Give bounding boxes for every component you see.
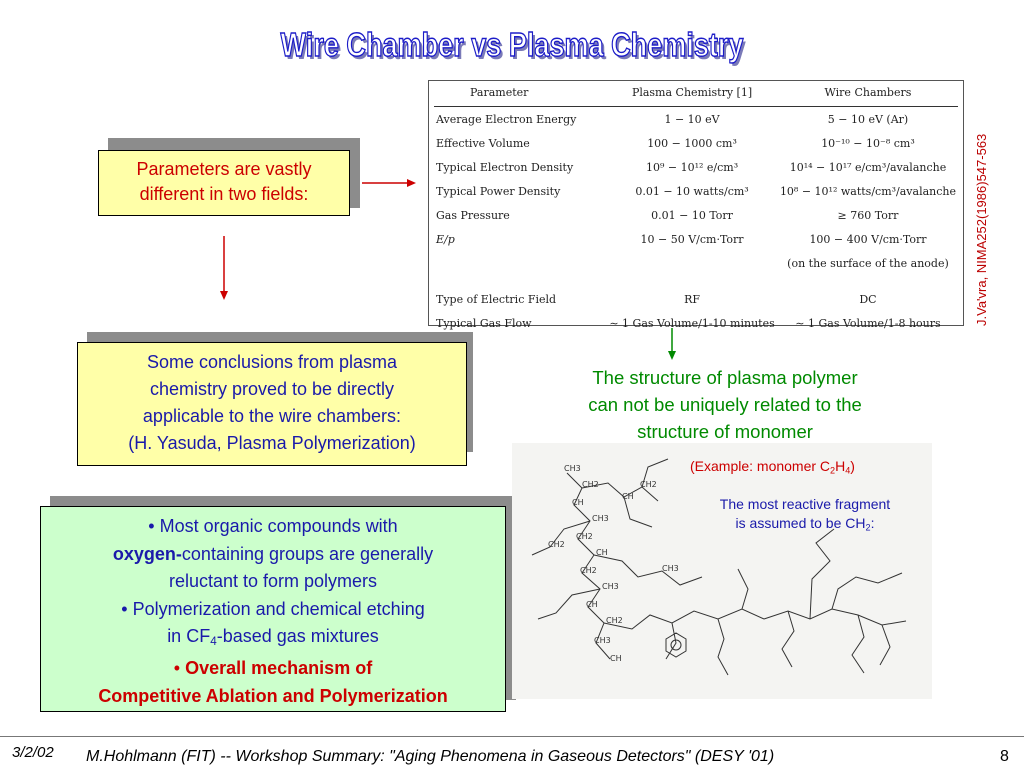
- findings-bullet-2a: • Polymerization and chemical etching: [121, 598, 425, 619]
- conclusions-line-2: chemistry proved to be directly: [149, 379, 395, 399]
- table-row: [434, 203, 958, 227]
- table-cell: 10¹⁴ − 10¹⁷ e/cm³/avalanche: [789, 160, 947, 174]
- table-header-plasma: Plasma Chemistry [1]: [606, 82, 778, 107]
- table-cell: ≥ 760 Torr: [837, 208, 899, 222]
- polymer-group-label: CH: [596, 548, 608, 557]
- table-cell: 10⁹ − 10¹² e/cm³: [645, 160, 739, 174]
- table-cell: RF: [684, 292, 700, 306]
- table-cell: 10⁸ − 10¹² watts/cm³/avalanche: [779, 184, 956, 198]
- table-header-parameter: Parameter: [434, 82, 606, 107]
- polymer-group-label: CH2: [580, 566, 597, 575]
- polymer-group-label: CH: [622, 492, 634, 501]
- conclusions-line-4: (H. Yasuda, Plasma Polymerization): [128, 433, 416, 453]
- example-post: ): [850, 458, 855, 474]
- fragment-line-2: [690, 514, 920, 537]
- polymer-group-label: CH3: [594, 636, 611, 645]
- footer-date: 3/2/02: [12, 744, 54, 761]
- findings-bullet-1b: [41, 541, 505, 569]
- findings-bullet-3b: [41, 683, 505, 711]
- table-row: [434, 227, 958, 251]
- table-cell: 100 − 1000 cm³: [647, 136, 737, 150]
- table-cell: Effective Volume: [436, 136, 530, 150]
- table-cell: [434, 251, 606, 275]
- findings-bullet-3a: [41, 655, 505, 683]
- table-row: [434, 131, 958, 155]
- polymer-group-label: CH3: [602, 582, 619, 591]
- table-row: [434, 251, 958, 275]
- table-cell: E/p: [436, 232, 455, 246]
- table-row: [434, 155, 958, 179]
- parameters-line-2: different in two fields:: [139, 184, 309, 204]
- structure-line-3: structure of monomer: [637, 421, 813, 442]
- fragment-line-2-post: :: [870, 515, 875, 531]
- findings-cf-sub: 4: [210, 634, 217, 648]
- polymer-group-label: CH2: [606, 616, 623, 625]
- table-cell: 0.01 − 10 Torr: [651, 208, 733, 222]
- polymer-group-label: CH3: [592, 514, 609, 523]
- conclusions-line-1: Some conclusions from plasma: [146, 352, 398, 372]
- polymer-group-label: CH: [610, 654, 622, 663]
- table-cell: ∼ 1 Gas Volume/1-8 hours: [795, 316, 941, 330]
- findings-bullet-1b-rest: containing groups are generally: [181, 543, 434, 564]
- polymer-group-label: CH2: [582, 480, 599, 489]
- slide-title: Wire Chamber vs Plasma Chemistry: [280, 26, 744, 63]
- structure-note: [540, 364, 910, 445]
- table-cell: Typical Gas Flow: [436, 316, 532, 330]
- polymer-group-label: CH2: [576, 532, 593, 541]
- example-mid: H: [835, 458, 846, 474]
- example-monomer-label: [690, 458, 855, 475]
- polymer-group-label: CH: [572, 498, 584, 507]
- findings-bullet-1a: • Most organic compounds with: [148, 516, 398, 536]
- table-row: [434, 179, 958, 203]
- table-cell: 100 − 400 V/cm·Torr: [809, 232, 927, 246]
- table-cell: Type of Electric Field: [436, 292, 557, 306]
- polymer-group-label: CH2: [548, 540, 565, 549]
- table-cell: 5 − 10 eV (Ar): [827, 112, 909, 126]
- reactive-fragment-label: [690, 495, 920, 537]
- polymer-structure-image: [512, 443, 932, 699]
- footer-divider: [0, 736, 1024, 737]
- table-cell: 10 − 50 V/cm·Torr: [640, 232, 744, 246]
- findings-bullet-3-marker: •: [173, 658, 186, 679]
- fragment-line-1: The most reactive fragment: [719, 496, 891, 512]
- parameter-table: [434, 82, 958, 335]
- table-row: [434, 107, 958, 132]
- findings-cf-post: -based gas mixtures: [216, 626, 379, 646]
- conclusions-line-3: applicable to the wire chambers:: [142, 406, 402, 426]
- findings-bullet-3a-text: Overall mechanism of: [185, 658, 373, 679]
- table-cell: Typical Electron Density: [436, 160, 574, 174]
- table-cell: 0.01 − 10 watts/cm³: [635, 184, 749, 198]
- table-row: [434, 311, 958, 335]
- findings-oxygen-strong: oxygen-: [112, 543, 182, 564]
- table-cell: 10⁻¹⁰ − 10⁻⁸ cm³: [821, 136, 915, 150]
- example-sub-h: 4: [845, 465, 851, 476]
- table-row: [434, 287, 958, 311]
- polymer-group-label: CH3: [564, 464, 581, 473]
- example-pre: (Example: monomer C: [690, 458, 831, 474]
- table-cell: (on the surface of the anode): [787, 256, 949, 270]
- structure-line-2: can not be uniquely related to the: [588, 394, 862, 415]
- page-number: 8: [1000, 748, 1009, 765]
- fragment-line-2-pre: is assumed to be CH: [735, 515, 866, 531]
- polymer-group-label: CH: [586, 600, 598, 609]
- table-cell: Typical Power Density: [436, 184, 561, 198]
- table-spacer-row: [434, 275, 958, 287]
- table-cell: ∼ 1 Gas Volume/1-10 minutes: [609, 316, 775, 330]
- table-cell: DC: [859, 292, 877, 306]
- fragment-line-2-sub: 2: [865, 522, 871, 533]
- table-header-wire: Wire Chambers: [778, 82, 958, 107]
- citation-vertical: J.Va'vra, NIMA252(1986)547-563: [974, 133, 989, 326]
- findings-cf-pre: in CF: [167, 626, 211, 646]
- findings-bullet-1c: reluctant to form polymers: [168, 571, 378, 591]
- table-cell: Gas Pressure: [436, 208, 510, 222]
- findings-bullet-2b: [41, 623, 505, 655]
- table-cell: [606, 251, 778, 275]
- arrow-right-red: [362, 179, 416, 187]
- table-cell: 1 − 10 eV: [664, 112, 720, 126]
- structure-line-1: The structure of plasma polymer: [592, 367, 858, 388]
- polymer-structure-drawing: [512, 443, 932, 699]
- example-sub-c: 2: [830, 465, 836, 476]
- table-cell: Average Electron Energy: [436, 112, 577, 126]
- polymer-group-label: CH2: [640, 480, 657, 489]
- table-header-row: [434, 82, 958, 107]
- arrow-down-red: [220, 236, 228, 300]
- parameters-line-1: Parameters are vastly: [136, 159, 312, 179]
- findings-bullet-3b-text: Competitive Ablation and Polymerization: [98, 685, 448, 706]
- footer-text: M.Hohlmann (FIT) -- Workshop Summary: "Aging Phenomena in Gaseous Detectors" (DESY '01): [86, 748, 775, 765]
- polymer-group-label: CH3: [662, 564, 679, 573]
